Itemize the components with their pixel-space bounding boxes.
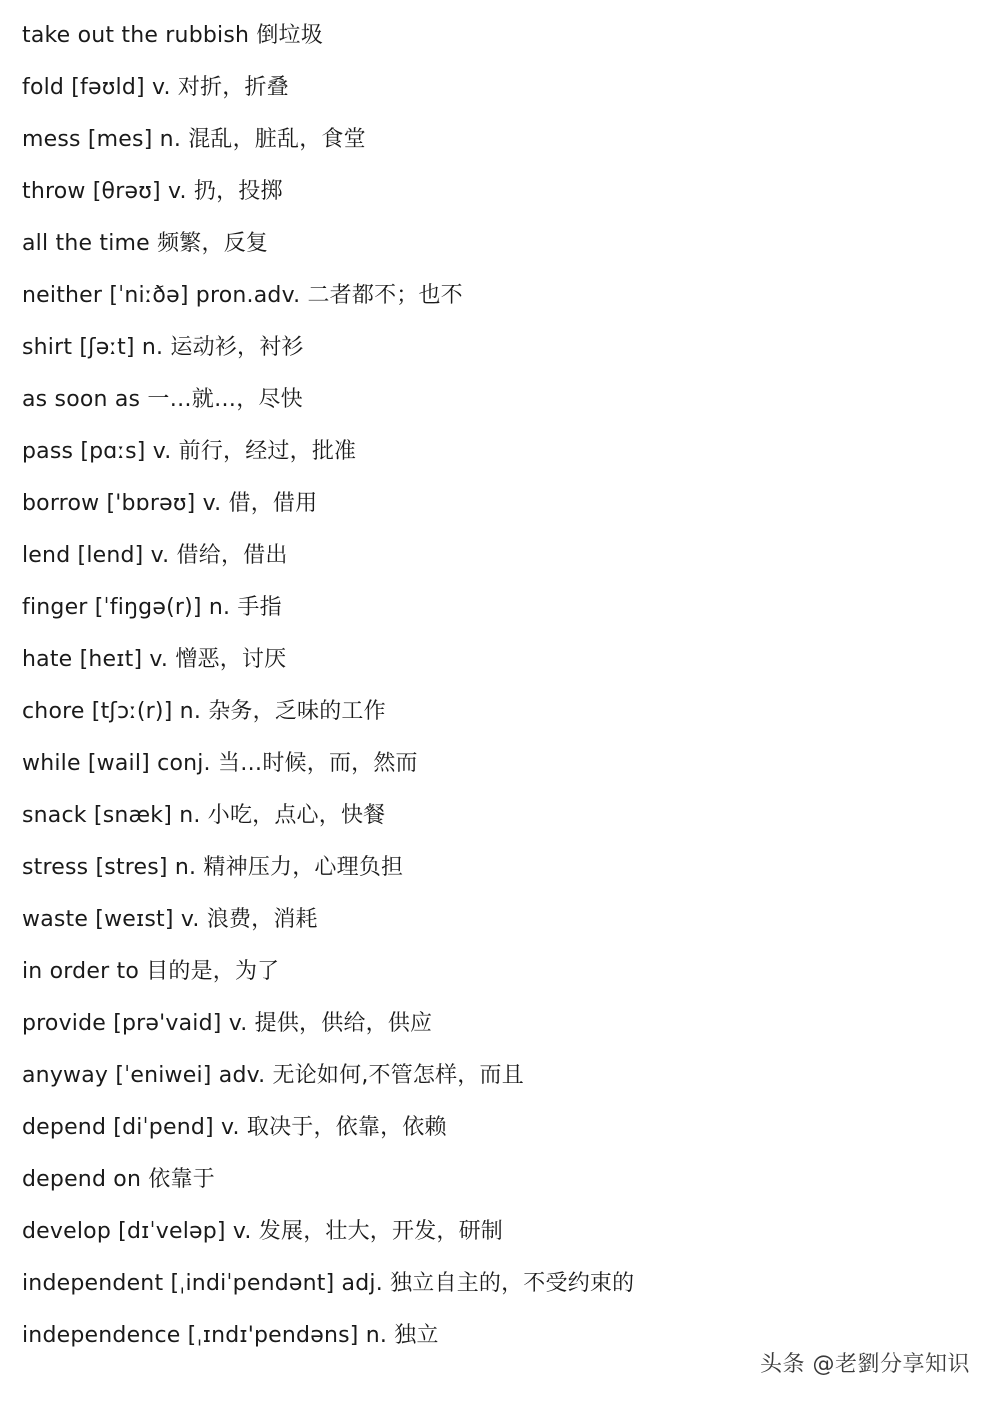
vocabulary-list [22,14,634,1366]
vocab-entry: all the time 频繁，反复 [22,231,269,256]
vocab-entry: stress [stres] n. 精神压力，心理负担 [22,855,404,880]
vocab-entry: borrow ['bɒrəʊ] v. 借，借用 [22,491,318,516]
vocab-entry: provide [prə'vaid] v. 提供，供给，供应 [22,1011,433,1036]
vocab-entry: depend [diˈpend] v. 取决于，依靠，依赖 [22,1115,447,1140]
vocab-entry: finger [ˈfiŋgə(r)] n. 手指 [22,595,282,620]
vocab-entry: independent [ˌindiˈpendənt] adj. 独立自主的，不受约束的 [22,1271,635,1296]
vocab-entry: in order to 目的是，为了 [22,959,280,984]
vocab-entry: develop [dɪˈveləp] v. 发展，壮大，开发，研制 [22,1219,503,1244]
vocab-entry: mess [mes] n. 混乱，脏乱，食堂 [22,127,366,152]
vocab-entry: chore [tʃɔː(r)] n. 杂务，乏味的工作 [22,699,386,724]
vocab-entry: fold [fəʊld] v. 对折，折叠 [22,75,289,100]
vocab-entry: waste [weɪst] v. 浪费，消耗 [22,907,318,932]
vocab-entry: lend [lend] v. 借给，借出 [22,543,288,568]
vocab-entry: anyway [ˈeniwei] adv. 无论如何,不管怎样，而且 [22,1063,524,1088]
vocab-entry: pass [pɑːs] v. 前行，经过，批准 [22,439,357,464]
vocab-entry: as soon as 一…就…，尽快 [22,387,303,412]
vocab-entry: hate [heɪt] v. 憎恶，讨厌 [22,647,287,672]
vocab-entry: neither [ˈniːðə] pron.adv. 二者都不；也不 [22,283,463,308]
watermark: 头条 @老劉分享知识 [760,1352,970,1377]
vocab-entry: independence [ˌɪndɪ'pendəns] n. 独立 [22,1323,439,1348]
vocab-entry: shirt [ʃəːt] n. 运动衫，衬衫 [22,335,304,360]
vocab-entry: take out the rubbish 倒垃圾 [22,23,323,48]
vocab-entry: while [wail] conj. 当…时候，而，然而 [22,751,418,776]
vocab-entry: depend on 依靠于 [22,1167,215,1192]
vocab-entry: snack [snæk] n. 小吃，点心，快餐 [22,803,386,828]
vocab-entry: throw [θrəʊ] v. 扔，投掷 [22,179,283,204]
